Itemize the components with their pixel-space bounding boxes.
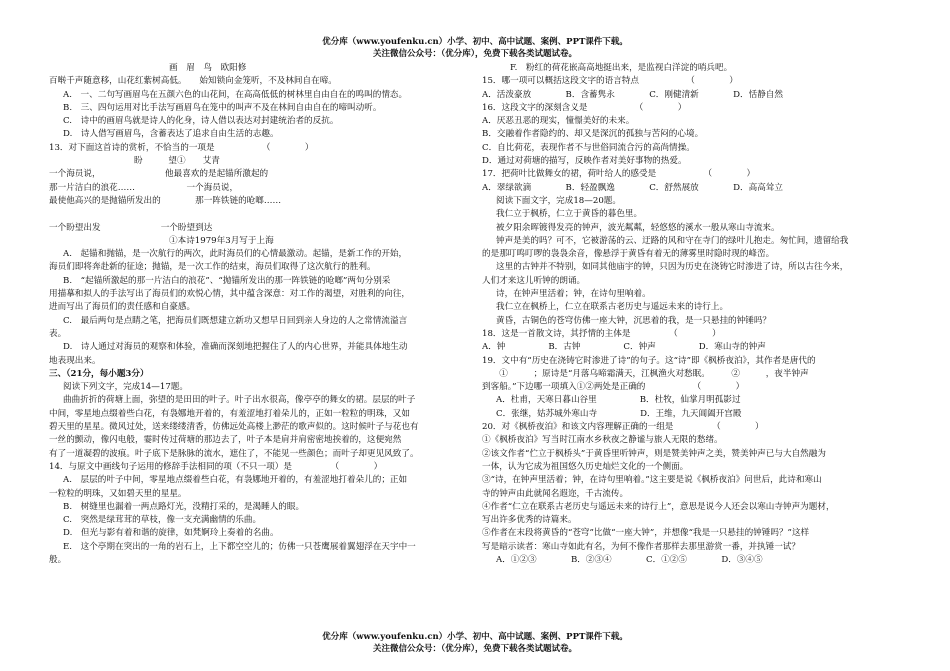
text-line: 一个海员说， 他最喜欢的是起锚所激起的 xyxy=(49,169,269,180)
text-line: 那一片洁白的浪花…… 一个海员说， xyxy=(49,182,239,193)
header-site-banner: 优分库（www.youfenku.cn）小学、初中、高中试题、案例、PPT课件下载。 xyxy=(322,37,628,47)
text-line: 进而写出了海员们的责任感和自豪感。 xyxy=(49,302,196,313)
text-line: 曲曲折折的荷塘上面，弥望的是田田的叶子。叶子出水很高，像亭亭的舞女的裙。层层的叶子 xyxy=(63,395,416,406)
text-line: C. 最后两句是点睛之笔，把海员们既想建立新功又想早日回到亲人身边的人之常情流溢言 xyxy=(63,315,408,326)
text-line: 18．这是一首散文诗，其抒情的主体是 （ ） xyxy=(482,328,721,339)
text-line: C. 突然是绿茸茸的草枝，像一支充满幽情的乐曲。 xyxy=(63,515,262,526)
text-line: 诗，在钟声里活着；钟，在诗句里响着。 xyxy=(496,289,651,300)
text-line: 一丝的颤动，像闪电般，霎时传过荷塘的那边去了，叶子本是肩并肩密密地挨着的，这便宛然 xyxy=(49,435,402,446)
text-line: 被夕阳余晖镀得发亮的钟声，波光粼粼，轻悠悠的溪水一般从寒山寺流来。 xyxy=(496,222,780,233)
text-line: 碧天里的星星。微风过处，送来缕缕清香，仿佛远处高楼上渺茫的歌声似的。这时候叶子与花也有 xyxy=(49,422,419,433)
text-line: F. 粉红的荷花嵌高高地挺出来，是监视白洋淀的哨兵吧。 xyxy=(510,63,733,73)
text-line: A．①②③ B．②③④ C．①②⑤ D．③④⑤ xyxy=(496,554,763,565)
text-line xyxy=(49,208,479,221)
text-line: 13．对下面这首诗的赏析，不恰当的一项是 （ ） xyxy=(49,142,314,153)
text-line: D. 但光与影有着和谐的旋律，如梵婀玲上奏着的名曲。 xyxy=(63,528,279,539)
text-line: 钟声是美的吗？可不，它被游荡的云、迂路的风和守在寺门的绿叶儿抱走。匆忙间，遗留给我 xyxy=(496,235,849,246)
text-line: 的是那叮鸣叮啰的袅袅余音，像悬浮于黄昏有着无的薄雾里时隐时现的峰峦。 xyxy=(482,249,775,260)
text-line: 16．这段文字的深刻含义是 （ ） xyxy=(482,102,687,113)
text-line: 画 眉 鸟 欧阳修 xyxy=(169,63,247,73)
text-line: 17．把荷叶比做舞女的裙，荷叶给人的感受是 （ ） xyxy=(482,169,756,180)
text-line: E. 这个亭期在突出的一角的岩石上，上下都空空儿的；仿佛一只苍鹰展着翼翅浮在天宇中一 xyxy=(63,541,416,552)
text-line: ① ；原诗是“月落乌啼霜满天，江枫渔火对愁眠。 ② ，夜半钟声 xyxy=(482,368,809,379)
text-line: ①《枫桥夜泊》写当时江南水乡秋夜之静谧与旅人无限的愁绪。 xyxy=(482,435,723,446)
text-line: 20．对《枫桥夜泊》和该文内容理解正确的一组是 （ ） xyxy=(482,422,764,433)
text-line: B. 树缝里也漏着一两点路灯光，没精打采的，是渴睡人的眼。 xyxy=(63,501,305,512)
text-line: ⑤作者在末段将黄昏的“苍穹”比做“一座大钟”，并想像“我是一只悬挂的钟锤吗？”这样 xyxy=(482,528,810,539)
text-line: A．翠绿欲滴 B．轻盈飘逸 C．舒然展放 D．高高耸立 xyxy=(482,182,783,193)
text-line: 到客船。”下边哪一项填入①②两处是正确的 （ ） xyxy=(482,382,745,393)
text-line: C．自比荷花，表现作者不与世俗同流合污的高尚情操。 xyxy=(482,142,695,153)
text-line: D. 诗人通过对海员的观察和体验，准确而深刻地把握住了人的内心世界，并能具体地生动 xyxy=(63,342,408,353)
left-column xyxy=(49,62,479,567)
text-line: 中间，零星地点缀着些白花，有袅娜地开着的，有羞涩地打着朵儿的，正如一粒粒的明珠，又如 xyxy=(49,408,410,419)
text-line: 我仁立于枫桥，仁立于黄昏的暮色里。 xyxy=(496,209,643,220)
text-line: B．交融着作者隐约的、却又是深沉的孤独与苦闷的心境。 xyxy=(482,129,704,140)
text-line: 有了一道凝碧的波痕。叶子底下是脉脉的流水，遮住了，不能见一些颜色；而叶子却更见风致了。 xyxy=(49,448,419,459)
text-line: ③“诗，在钟声里活着；钟，在诗句里响着。”这主要是说《枫桥夜泊》问世后，此诗和寒山 xyxy=(482,475,822,486)
text-line: 15．哪一项可以概括这段文字的语言特点 （ ） xyxy=(482,76,738,87)
text-line: 人们才来这儿听钟的朗诵。 xyxy=(482,275,586,286)
text-line: 般。 xyxy=(49,554,67,565)
text-line: 寺的钟声由此就闻名遐迩，千古流传。 xyxy=(482,488,629,499)
footer-site-banner: 优分库（www.youfenku.cn）小学、初中、高中试题、案例、PPT课件下载。 xyxy=(322,632,628,642)
text-line: ④作者“仁立在联系古老历史与遥远未来的诗行上”，意思是说今人还会以寒山寺钟声为题材， xyxy=(482,501,835,512)
text-line: 我仁立在枫桥上，仁立在联系古老历史与遥远未来的诗行上。 xyxy=(496,302,729,313)
text-line: 写出许多优秀的诗篇来。 xyxy=(482,515,577,526)
text-line: 表。 xyxy=(49,328,67,339)
text-line: B. “起锚所激起的那一片洁白的浪花”、“抛锚所发出的那一阵铁链的呛啷”两句分别采 xyxy=(63,275,391,286)
text-line: 一体，认为它成为祖国悠久历史灿烂文化的一个侧面。 xyxy=(482,461,689,472)
text-line: ①本诗1979年3月写于上海 xyxy=(169,235,274,246)
text-line: 海员们即将奔赴新的征途；抛锚，是一次工作的结束，海员们取得了这次航行的胜利。 xyxy=(49,262,376,273)
text-line: A．杜甫，天寒日暮山谷里 B．杜牧，仙掌月明孤影过 xyxy=(496,395,741,406)
text-line: ②该文作者“伫立于枫桥头”于黄昏里听钟声，则是赞美钟声之美，赞美钟声已与大自然融为 xyxy=(482,448,826,459)
footer-wechat-notice: 关注微信公众号：（优分库），免费下载各类试题试卷。 xyxy=(372,644,577,654)
text-line: 用描摹和拟人的手法写出了海员们的欢悦心情，其中蕴含深意：对工作的渴望，对胜利的向往， xyxy=(49,289,410,300)
text-line: 19．文中有“历史在浇铸它时渗进了诗”的句子。这“诗”即《枫桥夜泊》，其作者是唐代的 xyxy=(482,355,816,366)
text-line: 阅读下面文字，完成18—20题。 xyxy=(496,195,621,206)
text-line: 百啭千声随意移，山花红紫树高低。 始知锁向金笼听，不及林间自在啼。 xyxy=(49,76,337,87)
text-line: A．厌恶丑恶的现实，憧憬美好的未来。 xyxy=(482,116,635,127)
text-line: 写是暗示读者：寒山寺如此有名，为何不像作者那样去那里游赏一番，并执锤一试？ xyxy=(482,541,800,552)
header-wechat-notice: 关注微信公众号：（优分库），免费下载各类试题试卷。 xyxy=(372,49,577,59)
text-line: A. 一、二句写画眉鸟在五颜六色的山花间，在高高低低的树林里自由自在的鸣叫的情态。 xyxy=(63,89,408,100)
text-line: B. 三、四句运用对比手法写画眉鸟在笼中的叫声不及在林间自由自在的啼叫动听。 xyxy=(63,102,382,113)
text-line: 盼 望① 艾青 xyxy=(134,156,220,167)
text-line: 阅读下列文字，完成14—17题。 xyxy=(63,382,188,393)
text-line: A. 起锚和抛锚，是一次航行的两次，此时海员们的心情最激动。起锚，是新工作的开始， xyxy=(63,249,408,260)
text-line: D. 诗人借写画眉鸟，含蓄表达了追求自由生活的志趣。 xyxy=(63,129,279,140)
text-line: 一粒粒的明珠，又如碧天里的星星。 xyxy=(49,488,187,499)
text-line: C．张继，姑苏城外寒山寺 D．王维，九天阊阖开宫殿 xyxy=(496,408,742,419)
text-line: 最使他高兴的是抛锚所发出的 那一阵铁链的呛啷…… xyxy=(49,195,282,206)
text-line: 三、（21分，每小题3分） xyxy=(49,368,149,379)
text-line: 这里的古钟并不特别，如同其他庙宇的钟，只因为历史在浇铸它时渗进了诗，所以古往今来， xyxy=(496,262,849,273)
text-line: D．通过对荷塘的描写，反映作者对美好事物的热爱。 xyxy=(482,156,687,167)
text-line: 一个盼望出发 一个盼望到达 xyxy=(49,222,213,233)
text-line: A. 层层的叶子中间，零星地点缀着些白花，有袅娜地开着的，有羞涩地打着朵儿的；正如 xyxy=(63,475,408,486)
text-line: 地表现出来。 xyxy=(49,355,101,366)
text-line: 14．与原文中画线句子运用的修辞手法相同的项（不只一项）是 （ ） xyxy=(49,461,383,472)
text-line: A．活泼豪放 B．含蓄隽永 C．刚健清新 D．恬静自然 xyxy=(482,89,783,100)
text-line: 黄昏，古铜色的苍穹仿佛一座大钟，沉思着的我，是一只悬挂的钟锤吗？ xyxy=(496,315,772,326)
text-line: C. 诗中的画眉鸟就是诗人的化身，诗人借以表达对封建统治者的反抗。 xyxy=(63,116,339,127)
right-column xyxy=(482,62,912,567)
text-line: A．钟 B．古钟 C．钟声 D．寒山寺的钟声 xyxy=(482,342,766,353)
